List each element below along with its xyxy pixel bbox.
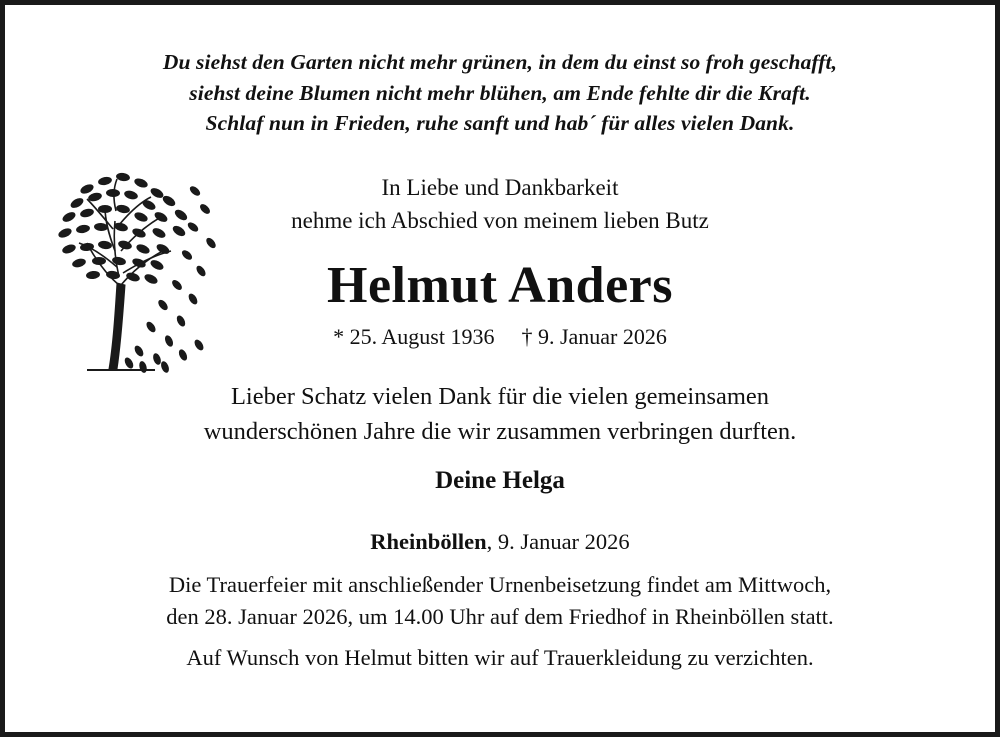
birth-symbol: * [333,323,345,349]
intro-line-1: In Liebe und Dankbarkeit [381,174,619,200]
windswept-tree-icon [43,155,253,390]
message-line-1: Lieber Schatz vielen Dank für die vielen gemeinsamen [230,382,770,410]
place-name: Rheinböllen [370,529,487,555]
personal-message [45,380,955,450]
place-and-date [45,529,955,555]
place-date: , 9. Januar 2026 [486,529,630,555]
funeral-line-2: den 28. Januar 2026, um 14.00 Uhr auf dem Friedhof in Rheinböllen statt. [166,604,834,630]
birth-date: 25. August 1936 [349,323,495,349]
deceased-name: Helmut Anders [327,257,673,315]
signature: Deine Helga [435,467,565,495]
death-symbol: † [521,323,533,349]
funeral-line-1: Die Trauerfeier mit anschließender Urnenbeisetzung findet am Mittwoch, [168,572,832,598]
funeral-details [45,569,955,633]
poem-line-3: Schlaf nun in Frieden, ruhe sanft und hab´ für alles vielen Dank. [205,111,795,136]
death-date: 9. Januar 2026 [537,323,667,349]
dress-code-request: Auf Wunsch von Helmut bitten wir auf Trauerkleidung zu verzichten. [186,645,814,671]
message-line-2: wunderschönen Jahre die wir zusammen verbringen durften. [203,417,797,445]
poem-line-1: Du siehst den Garten nicht mehr grünen, in dem du einst so froh geschafft, [162,50,838,74]
poem-verse [45,47,955,139]
poem-line-2: siehst deine Blumen nicht mehr blühen, am Ende fehlte dir die Kraft. [189,80,811,105]
intro-line-2: nehme ich Abschied von meinem lieben Butz [291,207,709,233]
